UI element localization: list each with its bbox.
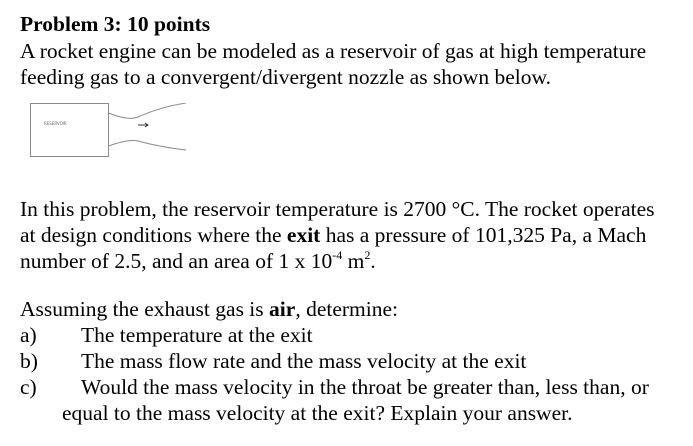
task-b-text: The mass flow rate and the mass velocity at the exit (81, 349, 527, 373)
conditions-line-3-post: . (370, 249, 376, 273)
tasks-intro-pre: Assuming the exhaust gas is (20, 297, 270, 321)
flow-arrow-icon (138, 123, 148, 127)
tasks-intro-post: , determine: (295, 297, 398, 321)
conditions-line-3-pre: number of 2.5, and an area of 1 x 10 (20, 249, 333, 273)
nozzle-lower-wall (109, 141, 187, 150)
task-b-label: b) (20, 349, 38, 373)
nozzle-diagram (30, 103, 200, 159)
conditions-line-2-post: has a pressure of 101,325 Pa, a Mach (320, 223, 647, 247)
intro-line-2: feeding gas to a convergent/divergent nozzle as shown below. (20, 65, 551, 89)
conditions-line-1: In this problem, the reservoir temperature is 2700 °C. The rocket operates (20, 197, 655, 221)
conditions-line-2 (20, 222, 646, 248)
task-a-label: a) (20, 323, 37, 347)
conditions-line-3 (20, 248, 376, 274)
task-c-label: c) (20, 375, 37, 399)
task-c-continuation: equal to the mass velocity at the exit? Explain your answer. (62, 401, 573, 425)
exit-keyword: exit (286, 223, 321, 247)
area-exponent: -4 (332, 248, 343, 262)
air-keyword: air (269, 297, 296, 321)
area-unit-exponent: 2 (364, 248, 371, 262)
tasks-intro (20, 296, 398, 322)
area-unit: m (342, 249, 365, 273)
nozzle-upper-wall (109, 103, 187, 118)
task-a-text: The temperature at the exit (81, 323, 313, 347)
reservoir-box (31, 104, 109, 157)
reservoir-label: RESERVOIR (44, 121, 67, 126)
intro-line-1: A rocket engine can be modeled as a reservoir of gas at high temperature (20, 39, 647, 63)
conditions-line-2-pre: at design conditions where the (20, 223, 287, 247)
problem-title: Problem 3: 10 points (20, 12, 211, 36)
task-c-text: Would the mass velocity in the throat be greater than, less than, or (81, 375, 649, 399)
